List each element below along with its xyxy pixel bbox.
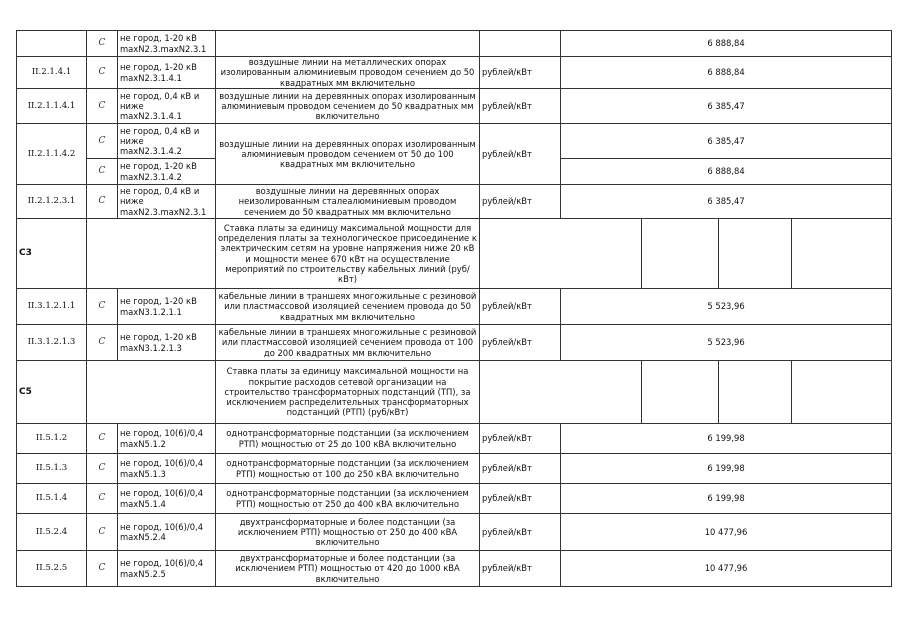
symbol-cell: C xyxy=(87,484,118,514)
row-code: II.2.1.1.4.1 xyxy=(17,89,87,124)
value-cell: 6 199,98 xyxy=(561,454,892,484)
value-cell: 6 888,84 xyxy=(561,31,892,57)
row-code: II.5.1.2 xyxy=(17,424,87,454)
condition-cell: не город, 10(6)/0,4 maxN5.1.3 xyxy=(118,454,216,484)
condition-cell: не город, 1-20 кВ maxN3.1.2.1.1 xyxy=(118,289,216,325)
value-cell: 6 888,84 xyxy=(561,57,892,89)
symbol-cell: C xyxy=(87,454,118,484)
row-code: II.5.1.4 xyxy=(17,484,87,514)
value-cell: 6 199,98 xyxy=(561,424,892,454)
unit-cell: рублей/кВт xyxy=(480,289,561,325)
table-row xyxy=(17,124,892,159)
description-cell: кабельные линии в траншеях многожильные с резиновой или пластмассовой изоляцией сечением провода до 50 квадратных мм включительно xyxy=(216,289,480,325)
description-cell: однотрансформаторные подстанции (за исключением РТП) мощностью от 100 до 250 кВА включительно xyxy=(216,454,480,484)
empty-cell xyxy=(87,219,216,289)
symbol-cell: C xyxy=(87,185,118,219)
description-cell: однотрансформаторные подстанции (за исключением РТП) мощностью от 250 до 400 кВА включительно xyxy=(216,484,480,514)
symbol-cell: C xyxy=(87,31,118,57)
table-row xyxy=(17,514,892,551)
unit-cell: рублей/кВт xyxy=(480,551,561,587)
symbol-cell: C xyxy=(87,289,118,325)
empty-cell xyxy=(792,219,892,289)
table-row xyxy=(17,484,892,514)
section-row xyxy=(17,219,892,289)
unit-cell: рублей/кВт xyxy=(480,185,561,219)
section-code: C5 xyxy=(17,361,87,424)
unit-cell: рублей/кВт xyxy=(480,484,561,514)
description-cell xyxy=(216,31,480,57)
symbol-cell: C xyxy=(87,57,118,89)
unit-cell: рублей/кВт xyxy=(480,514,561,551)
description-cell: воздушные линии на деревянных опорах неизолированным сталеалюминиевым проводом сечением до 50 квадратных мм включительно xyxy=(216,185,480,219)
empty-cell xyxy=(642,361,719,424)
unit-cell: рублей/кВт xyxy=(480,454,561,484)
section-code: C3 xyxy=(17,219,87,289)
row-code: II.3.1.2.1.1 xyxy=(17,289,87,325)
row-code: II.3.1.2.1.3 xyxy=(17,325,87,361)
value-cell: 5 523,96 xyxy=(561,325,892,361)
symbol-cell: C xyxy=(87,159,118,185)
description-cell: воздушные линии на деревянных опорах изолированным алюминиевым проводом сечением от 50 до 100 квадратных мм включительно xyxy=(216,124,480,185)
condition-cell: не город, 1-20 кВ maxN2.3.1.4.1 xyxy=(118,57,216,89)
symbol-cell: C xyxy=(87,124,118,159)
value-cell: 6 385,47 xyxy=(561,89,892,124)
table-row xyxy=(17,424,892,454)
table-row xyxy=(17,325,892,361)
unit-cell xyxy=(480,31,561,57)
unit-cell: рублей/кВт xyxy=(480,325,561,361)
table-row xyxy=(17,57,892,89)
table-row xyxy=(17,31,892,57)
value-cell: 6 888,84 xyxy=(561,159,892,185)
value-cell: 6 385,47 xyxy=(561,185,892,219)
row-code: II.5.2.5 xyxy=(17,551,87,587)
symbol-cell: C xyxy=(87,424,118,454)
condition-cell: не город, 1-20 кВ maxN2.3.maxN2.3.1 xyxy=(118,31,216,57)
empty-cell xyxy=(719,361,792,424)
value-cell: 10 477,96 xyxy=(561,514,892,551)
row-code: II.2.1.2.3.1 xyxy=(17,185,87,219)
symbol-cell: C xyxy=(87,89,118,124)
value-cell: 10 477,96 xyxy=(561,551,892,587)
empty-cell xyxy=(792,361,892,424)
table-row xyxy=(17,89,892,124)
empty-cell xyxy=(719,219,792,289)
symbol-cell: C xyxy=(87,514,118,551)
condition-cell: не город, 10(6)/0,4 maxN5.1.4 xyxy=(118,484,216,514)
empty-cell xyxy=(480,219,642,289)
condition-cell: не город, 0,4 кВ и ниже maxN2.3.1.4.2 xyxy=(118,124,216,159)
section-description: Ставка платы за единицу максимальной мощности на покрытие расходов сетевой организации на строительство трансформаторных подстанций (ТП), за исключением распределительных трансформаторных подстанций (РТП) (руб/кВт) xyxy=(216,361,480,424)
value-cell: 6 385,47 xyxy=(561,124,892,159)
empty-cell xyxy=(87,361,216,424)
description-cell: однотрансформаторные подстанции (за исключением РТП) мощностью от 25 до 100 кВА включительно xyxy=(216,424,480,454)
row-code: II.2.1.1.4.2 xyxy=(17,124,87,185)
unit-cell: рублей/кВт xyxy=(480,89,561,124)
table-row xyxy=(17,185,892,219)
condition-cell: не город, 1-20 кВ maxN2.3.1.4.2 xyxy=(118,159,216,185)
description-cell: воздушные линии на деревянных опорах изолированным алюминиевым проводом сечением до 50 квадратных мм включительно xyxy=(216,89,480,124)
section-row xyxy=(17,361,892,424)
table-row xyxy=(17,454,892,484)
row-code: II.5.1.3 xyxy=(17,454,87,484)
row-code xyxy=(17,31,87,57)
description-cell: кабельные линии в траншеях многожильные с резиновой или пластмассовой изоляцией сечением провода от 100 до 200 квадратных мм включительно xyxy=(216,325,480,361)
row-code: II.5.2.4 xyxy=(17,514,87,551)
description-cell: воздушные линии на металлических опорах изолированным алюминиевым проводом сечением до 50 квадратных мм включительно xyxy=(216,57,480,89)
condition-cell: не город, 10(6)/0,4 maxN5.2.5 xyxy=(118,551,216,587)
unit-cell: рублей/кВт xyxy=(480,124,561,185)
section-description: Ставка платы за единицу максимальной мощности для определения платы за технологическое присоединение к электрическим сетям на уровне напряжения ниже 20 кВ и мощности менее 670 кВт на осуществление мероприятий по строительству кабельных линий (руб/кВт) xyxy=(216,219,480,289)
empty-cell xyxy=(642,219,719,289)
description-cell: двухтрансформаторные и более подстанции (за исключением РТП) мощностью от 420 до 1000 кВА включительно xyxy=(216,551,480,587)
description-cell: двухтрансформаторные и более подстанции (за исключением РТП) мощностью от 250 до 400 кВА включительно xyxy=(216,514,480,551)
value-cell: 5 523,96 xyxy=(561,289,892,325)
unit-cell: рублей/кВт xyxy=(480,424,561,454)
condition-cell: не город, 10(6)/0,4 maxN5.2.4 xyxy=(118,514,216,551)
unit-cell: рублей/кВт xyxy=(480,57,561,89)
condition-cell: не город, 0,4 кВ и ниже maxN2.3.1.4.1 xyxy=(118,89,216,124)
table-row xyxy=(17,551,892,587)
condition-cell: не город, 0,4 кВ и ниже maxN2.3.maxN2.3.1 xyxy=(118,185,216,219)
condition-cell: не город, 10(6)/0,4 maxN5.1.2 xyxy=(118,424,216,454)
symbol-cell: C xyxy=(87,551,118,587)
tariff-table xyxy=(16,30,892,587)
symbol-cell: C xyxy=(87,325,118,361)
value-cell: 6 199,98 xyxy=(561,484,892,514)
empty-cell xyxy=(480,361,642,424)
condition-cell: не город, 1-20 кВ maxN3.1.2.1.3 xyxy=(118,325,216,361)
table-row xyxy=(17,289,892,325)
row-code: II.2.1.4.1 xyxy=(17,57,87,89)
